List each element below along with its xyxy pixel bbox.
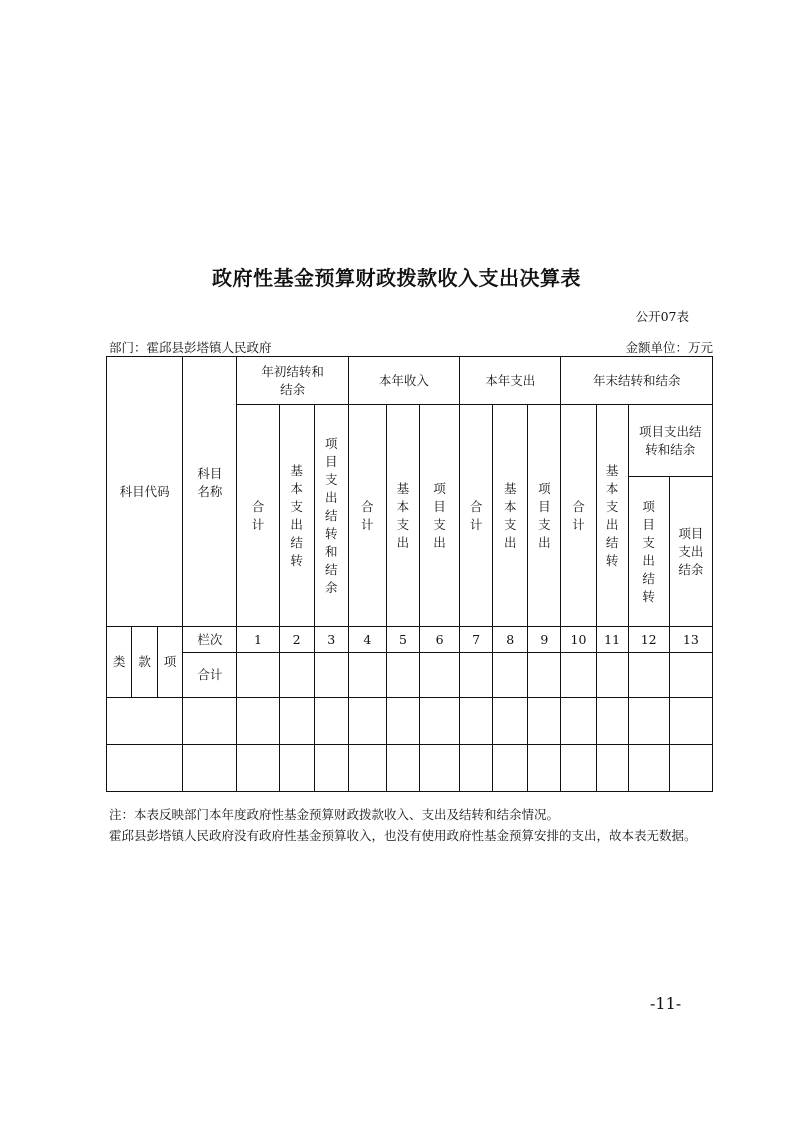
col-number-8: 8 (493, 627, 528, 653)
data-cell (314, 698, 348, 745)
page-title: 政府性基金预算财政拨款收入支出决算表 (212, 266, 581, 290)
data-cell (460, 745, 493, 792)
col-number-9: 9 (528, 627, 561, 653)
note-line-1: 注：本表反映部门本年度政府性基金预算财政拨款收入、支出及结转和结余情况。 (109, 807, 560, 822)
header-lei: 类 (107, 627, 132, 697)
data-cell (596, 653, 628, 698)
data-cell (386, 653, 419, 698)
data-cell (314, 653, 348, 698)
header-basic-exp-2: 基本支出 (386, 405, 419, 627)
col-number-1: 1 (237, 627, 279, 653)
data-cell (460, 653, 493, 698)
col-number-6: 6 (419, 627, 459, 653)
header-group-closing: 年末结转和结余 (561, 357, 713, 405)
header-total-2: 合计 (348, 405, 386, 627)
header-group-income: 本年收入 (348, 357, 459, 405)
data-cell (237, 745, 279, 792)
data-cell (669, 698, 712, 745)
data-cell (348, 745, 386, 792)
col-number-4: 4 (348, 627, 386, 653)
data-cell (107, 698, 183, 745)
data-cell (279, 745, 314, 792)
data-cell (628, 745, 669, 792)
data-cell (279, 653, 314, 698)
header-basic-carry-4: 基本支出结转 (596, 405, 628, 627)
data-cell (561, 698, 596, 745)
col-number-10: 10 (561, 627, 596, 653)
header-xiang: 项 (163, 654, 177, 669)
category-cell (107, 627, 183, 698)
row-label-heji: 合计 (183, 653, 237, 698)
row-label-lanci: 栏次 (183, 627, 237, 653)
data-cell (596, 745, 628, 792)
header-group-expense: 本年支出 (460, 357, 561, 405)
data-cell (561, 745, 596, 792)
header-total-3: 合计 (460, 405, 493, 627)
header-name: 科目名称 (183, 357, 237, 627)
data-cell (183, 698, 237, 745)
table-number: 公开07表 (635, 309, 689, 324)
header-total-4: 合计 (561, 405, 596, 627)
notes (109, 804, 697, 846)
header-project-exp-3: 项目支出 (528, 405, 561, 627)
data-cell (628, 653, 669, 698)
data-cell (493, 653, 528, 698)
data-cell (348, 653, 386, 698)
data-cell (237, 653, 279, 698)
data-cell (628, 698, 669, 745)
header-code: 科目代码 (107, 357, 183, 627)
header-project-carry-1: 项目支出结转和结余 (314, 405, 348, 627)
data-cell (528, 698, 561, 745)
data-cell (386, 698, 419, 745)
data-cell (669, 745, 712, 792)
data-cell (419, 698, 459, 745)
budget-table (106, 356, 713, 792)
col-number-7: 7 (460, 627, 493, 653)
header-basic-carry-1: 基本支出结转 (279, 405, 314, 627)
col-number-12: 12 (628, 627, 669, 653)
col-number-13: 13 (669, 627, 712, 653)
data-cell (314, 745, 348, 792)
col-number-3: 3 (314, 627, 348, 653)
data-cell (493, 745, 528, 792)
header-proj-surplus: 项目支出结余 (669, 477, 712, 627)
header-project-exp-2: 项目支出 (419, 405, 459, 627)
header-group-opening: 年初结转和结余 (237, 357, 348, 405)
data-cell (348, 698, 386, 745)
col-number-5: 5 (386, 627, 419, 653)
header-basic-exp-3: 基本支出 (493, 405, 528, 627)
header-kuan: 款 (132, 627, 157, 697)
note-line-2: 霍邱县彭塔镇人民政府没有政府性基金预算收入，也没有使用政府性基金预算安排的支出，故本表无数据。 (109, 828, 697, 843)
page-number: -11- (650, 994, 682, 1013)
header-project-subgroup: 项目支出结转和结余 (628, 405, 712, 477)
data-cell (669, 653, 712, 698)
header-total-1: 合计 (237, 405, 279, 627)
data-cell (528, 745, 561, 792)
unit-label: 金额单位：万元 (625, 340, 713, 355)
data-cell (460, 698, 493, 745)
data-cell (419, 745, 459, 792)
data-cell (386, 745, 419, 792)
data-cell (183, 745, 237, 792)
data-cell (237, 698, 279, 745)
col-number-2: 2 (279, 627, 314, 653)
table-row (107, 698, 713, 745)
data-cell (107, 745, 183, 792)
data-cell (528, 653, 561, 698)
table-row (107, 745, 713, 792)
department-label: 部门：霍邱县彭塔镇人民政府 (109, 340, 272, 355)
col-number-11: 11 (596, 627, 628, 653)
header-proj-carry: 项目支出结转 (628, 477, 669, 627)
data-cell (419, 653, 459, 698)
data-cell (493, 698, 528, 745)
data-cell (561, 653, 596, 698)
data-cell (279, 698, 314, 745)
data-cell (596, 698, 628, 745)
